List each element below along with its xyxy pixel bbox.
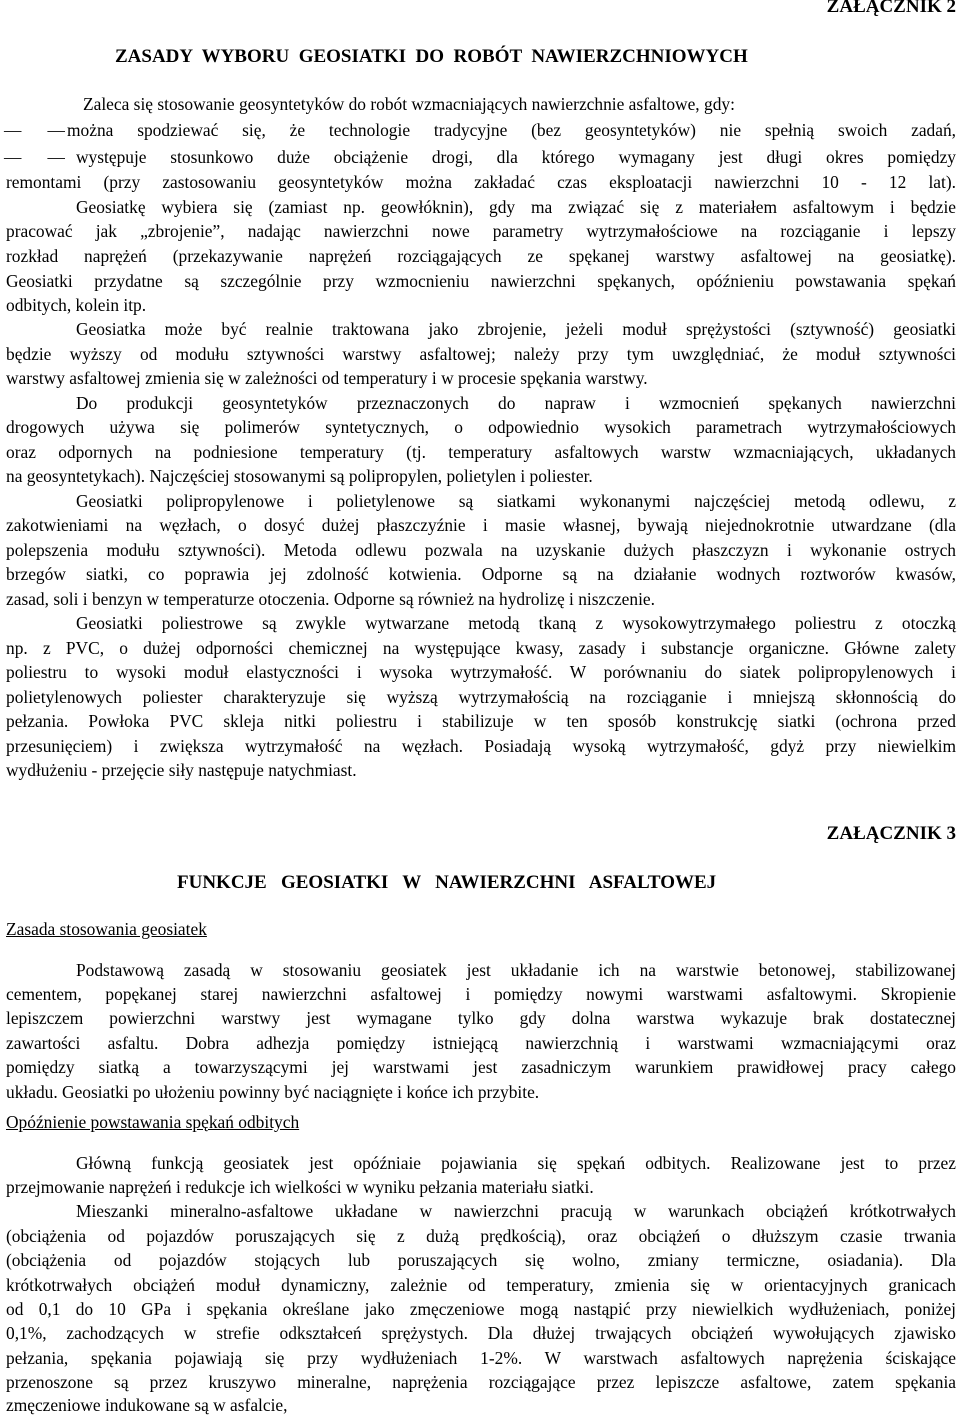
text-line: cementem, popękanej starej nawierzchni asfaltowej i pomiędzy nowymi warstwami asfaltowymi. Skropienie <box>6 984 956 1004</box>
text-line: Geosiatki polipropylenowe i polietylenowe są siatkami wykonanymi najczęściej metodą odlewu, z <box>76 491 956 511</box>
list-dash-marker: — — <box>4 147 65 167</box>
text-line: układu. Geosiatki po ułożeniu powinny być naciągnięte i końce ich przybite. <box>6 1082 540 1102</box>
text-line: polepszenia modułu sztywności). Metoda odlewu pozwala na uzyskanie dużych płaszczyzn i wykonanie ostrych <box>6 540 956 560</box>
text-line: pełzania, spękania pojawiają się przy wydłużeniach 1-2%. W warstwach asfaltowych naprężenia ściskające <box>6 1348 956 1368</box>
text-line: Do produkcji geosyntetyków przeznaczonych do napraw i wzmocnień spękanych nawierzchni <box>76 393 956 413</box>
text-line: (obciążenia od pojazdów poruszających się z dużą prędkością), oraz obciążeń o dłuższym czasie trwania <box>6 1226 956 1246</box>
text-line: Geosiatki poliestrowe są zwykle wytwarzane metodą tkaną z wysokowytrzymałego poliestru z otoczką <box>76 613 956 633</box>
text-line: pracować jak „zbrojenie”, nadając nawierzchni nowe parametry wytrzymałościowe na rozciąganie i lepszy <box>6 221 956 241</box>
text-line: zawartości asfaltu. Dobra adhezja pomiędzy istniejącą nawierzchnią i warstwami wzmacniającymi oraz <box>6 1033 956 1053</box>
section-heading-2: Opóźnienie powstawania spękań odbitych <box>6 1112 300 1132</box>
text-line: poliestru to wysoki moduł elastyczności i wysoka wytrzymałość. W porównaniu do siatek polipropylenowych i <box>6 662 956 682</box>
text-line: przesunięciem) i zwiększa wytrzymałość na węzłach. Posiadają wysoką wytrzymałość, gdyż przy niewielkim <box>6 736 956 756</box>
text-line: rozkład naprężeń (przekazywanie naprężeń rozciągających ze spękanej warstwy asfaltowej na geosiatkę). <box>6 246 956 266</box>
text-line: 0,1%, zachodzących w strefie odkształceń sprężystych. Dla dłużej trwających obciążeń wywołujących zjawisko <box>6 1323 956 1343</box>
text-line: Zaleca się stosowanie geosyntetyków do robót wzmacniających nawierzchnie asfaltowe, gdy: <box>83 94 735 114</box>
text-line: (obciążenia od pojazdów stojących lub poruszających się wolno, zmiany termiczne, osiadania). Dla <box>6 1250 956 1270</box>
text-line: na geosyntetykach). Najczęściej stosowanymi są polipropylen, polietylen i poliester. <box>6 466 593 486</box>
text-line: zmęczeniowe indukowane są w asfalcie, <box>6 1395 288 1415</box>
list-dash-marker: — — <box>4 120 65 140</box>
text-line: wydłużeniu - przejęcie siły następuje natychmiast. <box>6 760 357 780</box>
annex-label: ZAŁĄCZNIK 2 <box>826 0 956 17</box>
text-line: Mieszanki mineralno-asfaltowe układane w nawierzchni pracują w warunkach obciążeń krótkotrwałych <box>76 1201 956 1221</box>
text-line: krótkotrwałych obciążeń moduł dynamiczny, zależnie od temperatury, zmienia się w orientacyjnych granicach <box>6 1275 956 1295</box>
text-line: remontami (przy zastosowaniu geosyntetyków można zakładać czas eksploatacji nawierzchni 10 - 12 lat). <box>6 172 956 192</box>
section-heading-1: Zasada stosowania geosiatek <box>6 919 207 939</box>
text-line: Geosiatka może być realnie traktowana jako zbrojenie, jeżeli moduł sprężystości (sztywność) geosiatki <box>76 319 956 339</box>
text-line: brzegów siatki, co poprawia jej zdolność kotwienia. Odporne są na działanie wodnych roztworów kwasów, <box>6 564 956 584</box>
text-line: polietylenowych poliester charakteryzuje się wyższą wytrzymałością na rozciąganie i mniejszą skłonnością do <box>6 687 956 707</box>
text-line: przejmowanie naprężeń i redukcje ich wielkości w wyniku pełzania materiału siatki. <box>6 1177 594 1197</box>
text-line: oraz odpornych na podniesione temperatury (tj. temperatury asfaltowych warstw wzmacniających, układanych <box>6 442 956 462</box>
text-line: występuje stosunkowo duże obciążenie drogi, dla którego wymagany jest długi okres pomiędzy <box>76 147 956 167</box>
text-line: zakotwieniami na węzłach, o dosyć dużej płaszczyźnie i masie własnej, bywają niejednokrotnie utwardzane (dla <box>6 515 956 535</box>
page-title: ZASADY WYBORU GEOSIATKI DO ROBÓT NAWIERZCHNIOWYCH <box>115 46 748 67</box>
text-line: Główną funkcją geosiatek jest opóźniaie pojawiania się spękań odbitych. Realizowane jest to przez <box>76 1153 956 1173</box>
text-line: Geosiatkę wybiera się (zamiast np. geowłóknin), gdy ma związać się z materiałem asfaltowym i będzie <box>76 197 956 217</box>
annex-label-2: ZAŁĄCZNIK 3 <box>826 823 956 844</box>
text-line: można spodziewać się, że technologie tradycyjne (bez geosyntetyków) nie spełnią swoich zadań, <box>67 120 956 140</box>
text-line: zasad, soli i benzyn w temperaturze otoczenia. Odporne są również na hydrolizę i niszczenie. <box>6 589 655 609</box>
text-line: drogowych używa się polimerów syntetycznych, o odpowiednio wysokich parametrach wytrzymałościowych <box>6 417 956 437</box>
text-line: warstwy asfaltowej zmienia się w zależności od temperatury i w procesie spękania warstwy. <box>6 368 648 388</box>
text-line: lepiszczem powierzchni warstwy jest wymagane tylko gdy dolna warstwa wykazuje brak dostatecznej <box>6 1008 956 1028</box>
text-line: od 0,1 do 10 GPa i spękania określane jako zmęczeniowe mogą nastąpić przy niewielkich wydłużeniach, poniżej <box>6 1299 956 1319</box>
text-line: będzie wyższy od modułu sztywności warstwy asfaltowej; należy przy tym uwzględniać, że moduł sztywności <box>6 344 956 364</box>
text-line: przenoszone są przez kruszywo mineralne, naprężenia rozciągające przez lepiszcze asfaltowe, zatem spękania <box>6 1372 956 1392</box>
text-line: np. z PVC, o dużej odporności chemicznej na występujące kwasy, zasady i substancje organiczne. Główne zalety <box>6 638 956 658</box>
text-line: pełzania. Powłoka PVC skleja nitki poliestru i stabilizuje w ten sposób konstrukcję siatki (ochrona przed <box>6 711 956 731</box>
text-line: pomiędzy siatką a towarzyszącymi jej warstwami jest zasadniczym warunkiem prawidłowej pracy całego <box>6 1057 956 1077</box>
text-line: Podstawową zasadą w stosowaniu geosiatek jest układanie ich na warstwie betonowej, stabilizowanej <box>76 960 956 980</box>
text-line: Geosiatki przydatne są szczególnie przy wzmocnieniu nawierzchni spękanych, opóźnieniu powstawania spękań <box>6 271 956 291</box>
section-title: FUNKCJE GEOSIATKI W NAWIERZCHNI ASFALTOWEJ <box>177 872 717 893</box>
text-line: odbitych, kolein itp. <box>6 295 147 315</box>
